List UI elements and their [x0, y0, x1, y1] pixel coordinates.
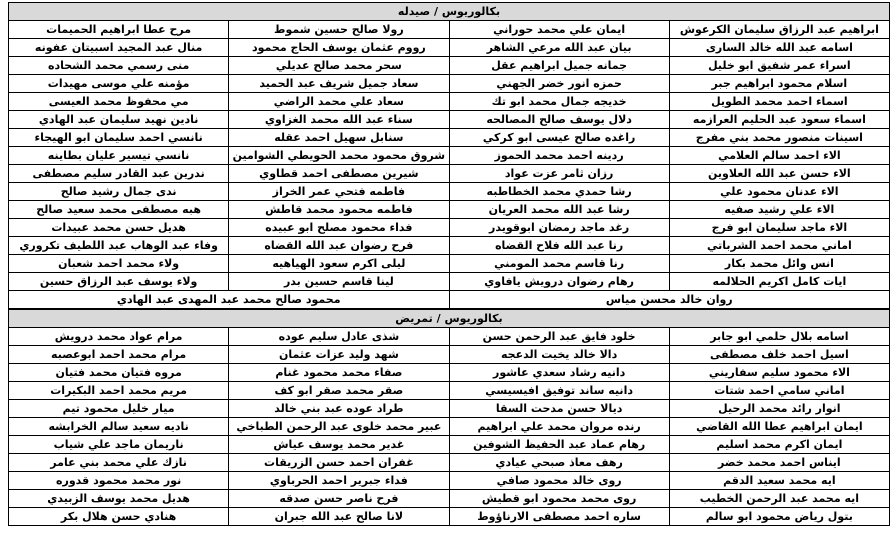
name-cell: رغد ماجد رمضان ابوقويدر [449, 219, 669, 237]
name-cell: ابراهيم عبد الرزاق سليمان الكرعوش [669, 21, 889, 39]
name-cell: اسماء احمد محمد الطويل [669, 93, 889, 111]
name-cell: شهد وليد عزات عثمان [229, 346, 449, 364]
name-cell: مي محفوظ محمد العيسى [9, 93, 229, 111]
name-cell: فداء جبرير احمد الحرباوي [229, 472, 449, 490]
name-cell: اسينات منصور محمد بني مفرج [669, 129, 889, 147]
name-cell: انوار رائد محمد الرحيل [669, 400, 889, 418]
table-row [9, 237, 890, 255]
name-cell: دلال يوسف صالح المصالحه [449, 111, 669, 129]
name-cell: مرام محمد احمد ابوعصبه [9, 346, 229, 364]
name-cell: فرح ناصر حسن صدقه [229, 490, 449, 508]
name-cell: عبير محمد خلوى عبد الرحمن الطباخي [229, 418, 449, 436]
name-cell: رشا عبد الله محمد العريان [449, 201, 669, 219]
name-cell: انس وائل محمد بكار [669, 255, 889, 273]
table-row [9, 291, 890, 309]
name-cell: اماني سامي احمد شتات [669, 382, 889, 400]
name-cell: سنابل سهيل احمد عقله [229, 129, 449, 147]
name-cell: رنده مروان محمد علي ابراهيم [449, 418, 669, 436]
name-cell: اسامه عبد الله خالد السارى [669, 39, 889, 57]
section-title: بكالوريوس / صيدله [8, 2, 890, 20]
name-cell: مرام عواد محمد درويش [9, 328, 229, 346]
name-cell: فاطمه محمود محمد قاطش [229, 201, 449, 219]
table-row [9, 165, 890, 183]
name-cell: ديالا حسن مدحت السقا [449, 400, 669, 418]
table-row [9, 111, 890, 129]
name-cell: رنا قاسم محمد المومني [449, 255, 669, 273]
name-cell: الاء علي رشيد صفيه [669, 201, 889, 219]
name-cell: اسيل احمد خلف مصطفى [669, 346, 889, 364]
name-cell: ايمان ابراهيم عطا الله القاضي [669, 418, 889, 436]
name-cell: نازك علي محمد بني عامر [9, 454, 229, 472]
table-row [9, 490, 890, 508]
name-cell: الاء احمد سالم العلامي [669, 147, 889, 165]
name-cell: هديل حسن محمد عبيدات [9, 219, 229, 237]
name-cell: ايات كامل اكريم الحلالمه [669, 273, 889, 291]
name-cell: روان خالد محسن مياس [449, 291, 890, 309]
name-cell: اسراء عمر شفيق ابو خليل [669, 57, 889, 75]
name-cell: ناريمان ماجد علي شياب [9, 436, 229, 454]
table-row [9, 273, 890, 291]
name-cell: رشا حمدي محمد الخطاطبه [449, 183, 669, 201]
name-cell: ساره احمد مصطفى الارناؤوط [449, 508, 669, 526]
table-row [9, 508, 890, 526]
name-cell: نور محمد محمود قدوره [9, 472, 229, 490]
name-cell: طراد عوده عبد بني خالد [229, 400, 449, 418]
name-cell: ناديه سعيد سالم الخرابشه [9, 418, 229, 436]
table-row [9, 364, 890, 382]
name-cell: جمانه جميل ابراهيم عقل [449, 57, 669, 75]
name-cell: ولاء يوسف عبد الرزاق حسين [9, 273, 229, 291]
name-cell: منى رسمي محمد الشحاده [9, 57, 229, 75]
table-row [9, 39, 890, 57]
table-row [9, 400, 890, 418]
name-cell: ايمان اكرم محمد اسليم [669, 436, 889, 454]
name-cell: فرح رضوان عبد الله القضاه [229, 237, 449, 255]
table-row [9, 129, 890, 147]
table-row [9, 147, 890, 165]
table-row [9, 255, 890, 273]
name-cell: رنا عبد الله فلاح القضاه [449, 237, 669, 255]
name-cell: راغده صالح عيسى ابو كركي [449, 129, 669, 147]
name-cell: لينا قاسم حسين بدر [229, 273, 449, 291]
names-table [8, 327, 890, 526]
name-cell: غدير محمد يوسف عياش [229, 436, 449, 454]
table-row [9, 201, 890, 219]
name-cell: غفران احمد حسن الزريقات [229, 454, 449, 472]
name-cell: لانا صالح عبد الله جبران [229, 508, 449, 526]
name-cell: حمزه انور خضر الجهني [449, 75, 669, 93]
name-cell: فداء محمود مصلح ابو عبيده [229, 219, 449, 237]
name-cell: هنادي حسن هلال بكر [9, 508, 229, 526]
name-cell: ميار خليل محمود تيم [9, 400, 229, 418]
name-cell: اسلام محمود ابراهيم جبر [669, 75, 889, 93]
name-cell: مرح عطا ابراهيم الحميمات [9, 21, 229, 39]
table-row [9, 418, 890, 436]
document-sheet [8, 2, 890, 526]
name-cell: سعاد جميل شريف عبد الحميد [229, 75, 449, 93]
table-row [9, 21, 890, 39]
name-cell: مروه فتيان محمد فتيان [9, 364, 229, 382]
name-cell: شيرين مصطفى احمد قطاوي [229, 165, 449, 183]
name-cell: صقر محمد صقر ابو كف [229, 382, 449, 400]
name-cell: محمود صالح محمد عبد المهدى عبد الهادي [9, 291, 450, 309]
name-cell: نادين نهيد سليمان عبد الهادي [9, 111, 229, 129]
name-cell: مريم محمد احمد البكيرات [9, 382, 229, 400]
name-cell: ندى جمال رشيد صالح [9, 183, 229, 201]
name-cell: روى محمد محمود ابو قطيش [449, 490, 669, 508]
name-cell: دانيه ساند توفيق افيسيسي [449, 382, 669, 400]
name-cell: ايه محمد عبد الرحمن الخطيب [669, 490, 889, 508]
name-cell: رهام عماد عبد الحفيظ الشوفين [449, 436, 669, 454]
name-cell: الاء عدنان محمود علي [669, 183, 889, 201]
table-row [9, 328, 890, 346]
name-cell: رووم عثمان يوسف الحاج محمود [229, 39, 449, 57]
name-cell: صفاء محمد محمود غنام [229, 364, 449, 382]
name-cell: وفاء عبد الوهاب عبد اللطيف تكروري [9, 237, 229, 255]
name-cell: بيان عبد الله مرعي الشاهر [449, 39, 669, 57]
name-cell: ايمان علي محمد حوراني [449, 21, 669, 39]
table-row [9, 57, 890, 75]
table-row [9, 183, 890, 201]
name-cell: ايه محمد سعيد الدقم [669, 472, 889, 490]
name-cell: اسماء سعود عبد الحليم العرازمه [669, 111, 889, 129]
name-cell: اماني محمد احمد الشرباتي [669, 237, 889, 255]
table-row [9, 454, 890, 472]
name-cell: ايناس احمد محمد خضر [669, 454, 889, 472]
table-row [9, 219, 890, 237]
name-cell: الاء حسن عبد الله العلاوين [669, 165, 889, 183]
table-row [9, 346, 890, 364]
name-cell: سعاد علي محمد الراضي [229, 93, 449, 111]
name-cell: رهام رضوان درويش يافاوي [449, 273, 669, 291]
table-row [9, 93, 890, 111]
name-cell: ردينه احمد محمد الحموز [449, 147, 669, 165]
name-cell: فاطمه فتحي عمر الخراز [229, 183, 449, 201]
name-cell: سناء عبد الله محمد الغزاوي [229, 111, 449, 129]
name-cell: منال عبد المجيد اسبيتان عفونه [9, 39, 229, 57]
name-cell: نانسي تيسير عليان بطاينه [9, 147, 229, 165]
name-cell: هديل محمد يوسف الزبيدي [9, 490, 229, 508]
name-cell: ندرين عبد القادر سليم مصطفى [9, 165, 229, 183]
table-row [9, 472, 890, 490]
name-cell: ولاء محمد احمد شعبان [9, 255, 229, 273]
name-cell: هبه مصطفى محمد سعيد صالح [9, 201, 229, 219]
name-cell: رهف معاذ صبحي عيادي [449, 454, 669, 472]
name-cell: بتول رياض محمود ابو سالم [669, 508, 889, 526]
name-cell: رولا صالح حسين شموط [229, 21, 449, 39]
name-cell: خلود فايق عبد الرحمن حسن [449, 328, 669, 346]
name-cell: سحر محمد صالح عديلي [229, 57, 449, 75]
section-title: بكالوريوس / تمريض [8, 309, 890, 327]
name-cell: روى خالد محمود صافي [449, 472, 669, 490]
names-table [8, 20, 890, 309]
name-cell: شروق محمود محمد الحويطي الشوامين [229, 147, 449, 165]
name-cell: ليلى اكرم سعود الهياهيه [229, 255, 449, 273]
name-cell: دانيه رشاد سعدي عاشور [449, 364, 669, 382]
name-cell: دالا خالد يخيت الدعجه [449, 346, 669, 364]
name-cell: شذى عادل سليم عوده [229, 328, 449, 346]
name-cell: رزان ثامر عزت عواد [449, 165, 669, 183]
name-cell: اسامه بلال حلمي ابو جابر [669, 328, 889, 346]
table-row [9, 75, 890, 93]
table-row [9, 382, 890, 400]
name-cell: الاء محمود سليم سفاريني [669, 364, 889, 382]
table-row [9, 436, 890, 454]
name-cell: مؤمنه علي موسى مهيدات [9, 75, 229, 93]
name-cell: الاء ماجد سليمان ابو فرج [669, 219, 889, 237]
name-cell: خديجه جمال محمد ابو تك [449, 93, 669, 111]
name-cell: نانسي احمد سليمان ابو الهيجاء [9, 129, 229, 147]
